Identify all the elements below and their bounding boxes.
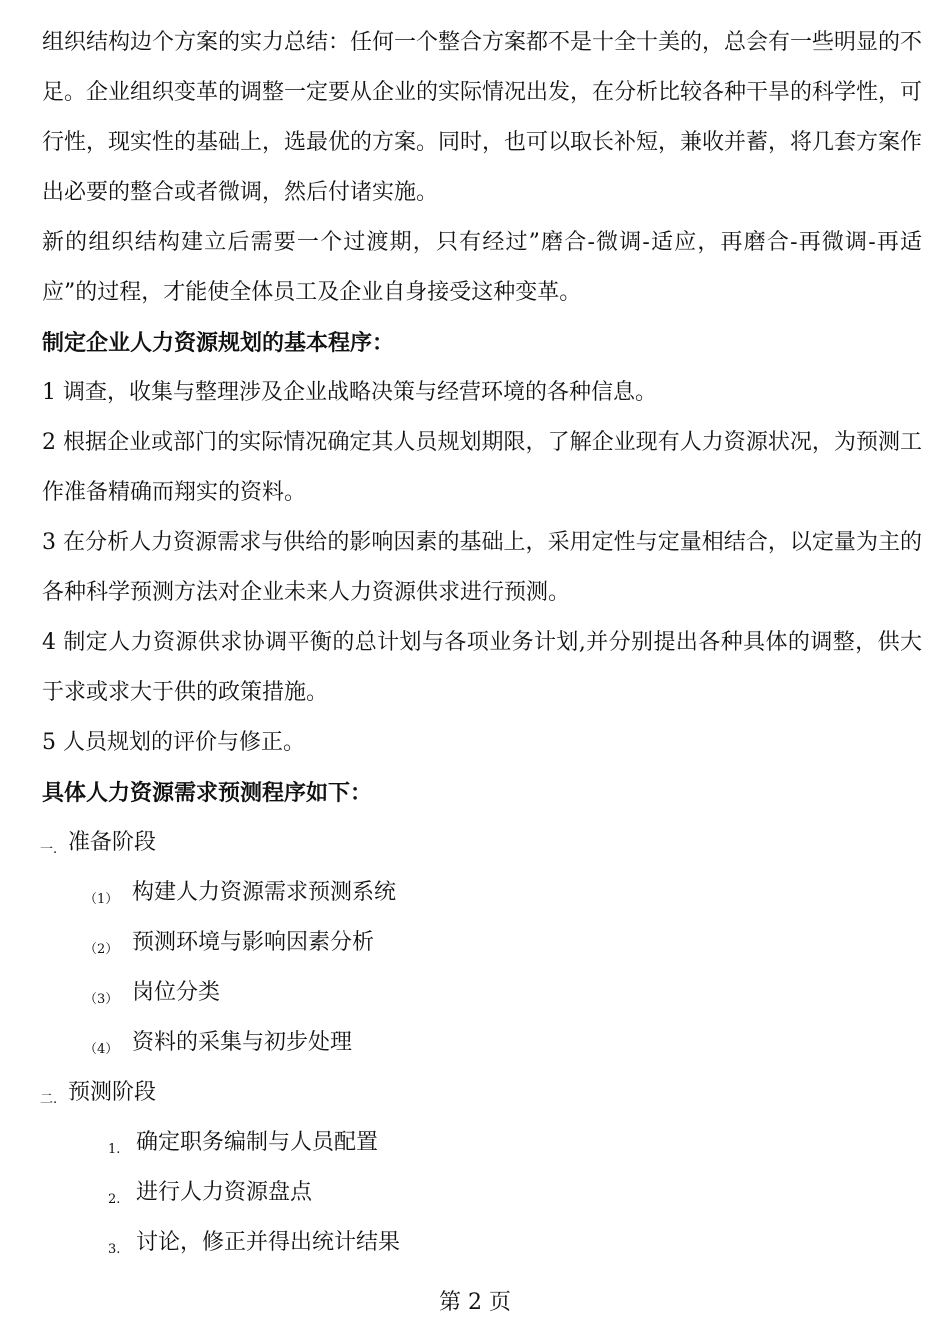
- stage-1-item-text: 资料的采集与初步处理: [132, 1030, 353, 1055]
- stage-1-item-marker: （4）: [84, 1042, 119, 1057]
- stage-2-title: 预测阶段: [68, 1080, 157, 1105]
- stage-2-item-text: 确定职务编制与人员配置: [136, 1130, 379, 1155]
- stage-2-heading: [40, 1078, 156, 1115]
- stage-2-item-text: 进行人力资源盘点: [136, 1180, 313, 1205]
- stage-1-item: [84, 928, 374, 965]
- procedure-step-5: 5 人员规划的评价与修正。: [42, 730, 305, 755]
- stage-2-item-text: 讨论，修正并得出统计结果: [136, 1230, 401, 1255]
- paragraph-org-summary: 组织结构边个方案的实力总结：任何一个整合方案都不是十全十美的，总会有一些明显的不足。企业组织变革的调整一定要从企业的实际情况出发，在分析比较各种干旱的科学性，可行性，现实性的基础上，选最优的方案。同时，也可以取长补短，兼收并蓄，将几套方案作出必要的整合或者微调，然后付诸实施。: [42, 30, 923, 205]
- procedure-step-2: 2 根据企业或部门的实际情况确定其人员规划期限，了解企业现有人力资源状况，为预测工作准备精确而翔实的资料。: [42, 430, 922, 505]
- stage-2-item: [108, 1228, 400, 1265]
- stage-1-item-marker: （3）: [84, 992, 119, 1007]
- stage-2-item-marker: 1.: [108, 1142, 121, 1157]
- stage-1-item: [84, 978, 220, 1015]
- procedure-step-3: 3 在分析人力资源需求与供给的影响因素的基础上，采用定性与定量相结合，以定量为主的各种科学预测方法对企业未来人力资源供求进行预测。: [42, 530, 922, 605]
- stage-1-marker: 一.: [40, 842, 58, 857]
- stage-2-item-marker: 2.: [108, 1192, 121, 1207]
- section-heading-basic-procedure: 制定企业人力资源规划的基本程序：: [42, 330, 395, 356]
- stage-1-item: [84, 878, 396, 915]
- stage-1-item-marker: （2）: [84, 942, 119, 957]
- page-number-footer: 第 2 页: [439, 1290, 511, 1315]
- procedure-step-4: 4 制定人力资源供求协调平衡的总计划与各项业务计划,并分别提出各种具体的调整，供大于求或求大于供的政策措施。: [42, 630, 922, 705]
- stage-1-item: [84, 1028, 352, 1065]
- stage-1-heading: [40, 828, 156, 865]
- stage-1-title: 准备阶段: [68, 830, 157, 855]
- stage-1-item-text: 预测环境与影响因素分析: [132, 930, 375, 955]
- section-heading-demand-forecast: 具体人力资源需求预测程序如下：: [42, 780, 373, 806]
- paragraph-transition-period: 新的组织结构建立后需要一个过渡期，只有经过”磨合-微调-适应，再磨合-再微调-再适应”的过程，才能使全体员工及企业自身接受这种变革。: [42, 230, 922, 305]
- stage-2-item-marker: 3.: [108, 1242, 121, 1257]
- stage-1-item-text: 岗位分类: [132, 980, 221, 1005]
- stage-1-item-text: 构建人力资源需求预测系统: [132, 880, 397, 905]
- procedure-step-1: 1 调查，收集与整理涉及企业战略决策与经营环境的各种信息。: [42, 380, 657, 405]
- stage-2-marker: 二.: [40, 1092, 58, 1107]
- stage-1-item-marker: （1）: [84, 892, 119, 907]
- stage-2-item: [108, 1128, 378, 1165]
- stage-2-item: [108, 1178, 312, 1215]
